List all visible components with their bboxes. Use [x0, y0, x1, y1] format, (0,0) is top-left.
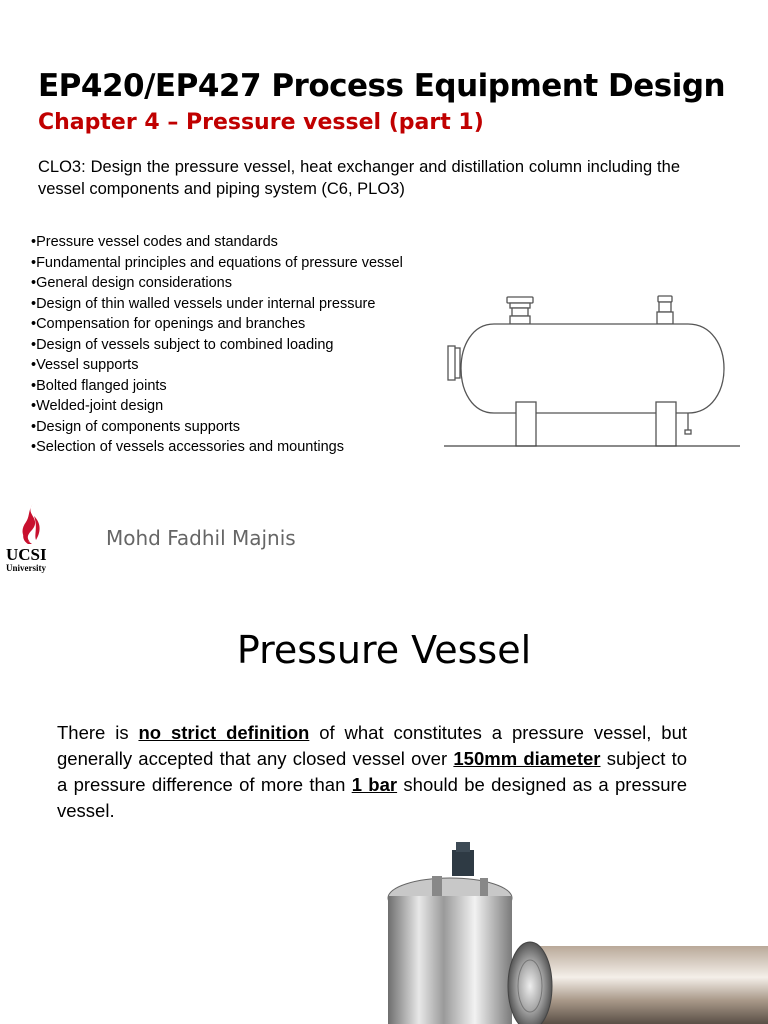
- logo-university-text: University: [6, 563, 46, 573]
- definition-emphasis: 150mm diameter: [453, 748, 601, 769]
- definition-text: should be designed as a pressure vessel.: [57, 774, 687, 821]
- list-item: • Design of thin walled vessels under internal pressure: [31, 294, 411, 315]
- slide-title: Pressure Vessel: [236, 628, 532, 672]
- list-item: • Vessel supports: [31, 355, 411, 376]
- chapter-subtitle: Chapter 4 – Pressure vessel (part 1): [38, 110, 484, 135]
- definition-text: There is: [57, 722, 139, 743]
- list-item: • Design of components supports: [31, 417, 411, 438]
- list-item: • Selection of vessels accessories and mountings: [31, 437, 411, 458]
- slide-title: EP420/EP427 Process Equipment Design: [38, 68, 726, 104]
- slide-2: [0, 600, 768, 1024]
- pressure-vessel-photo: [380, 836, 768, 1024]
- definition-text: subject to a pressure difference of more than: [57, 748, 688, 795]
- list-item: • Fundamental principles and equations of pressure vessel: [31, 253, 411, 274]
- logo-ucsi-text: UCSI: [6, 545, 47, 564]
- definition-emphasis: 1 bar: [351, 774, 398, 795]
- definition-text: of what constitutes a pressure vessel, but generally accepted that any closed vessel over: [57, 722, 688, 769]
- definition-emphasis: no strict definition: [138, 722, 310, 743]
- topic-list: [31, 232, 411, 458]
- list-item: • Design of vessels subject to combined loading: [31, 335, 411, 356]
- author-name: Mohd Fadhil Majnis: [106, 526, 296, 550]
- definition-paragraph: [57, 720, 687, 824]
- pressure-vessel-drawing: [440, 292, 744, 452]
- list-item: • Bolted flanged joints: [31, 376, 411, 397]
- list-item: • Welded-joint design: [31, 396, 411, 417]
- list-item: • Pressure vessel codes and standards: [31, 232, 411, 253]
- course-learning-outcome: CLO3: Design the pressure vessel, heat exchanger and distillation column including the vessel components and piping system (C6, PLO3): [38, 158, 680, 198]
- ucsi-university-logo: [4, 502, 62, 574]
- list-item: • General design considerations: [31, 273, 411, 294]
- list-item: • Compensation for openings and branches: [31, 314, 411, 335]
